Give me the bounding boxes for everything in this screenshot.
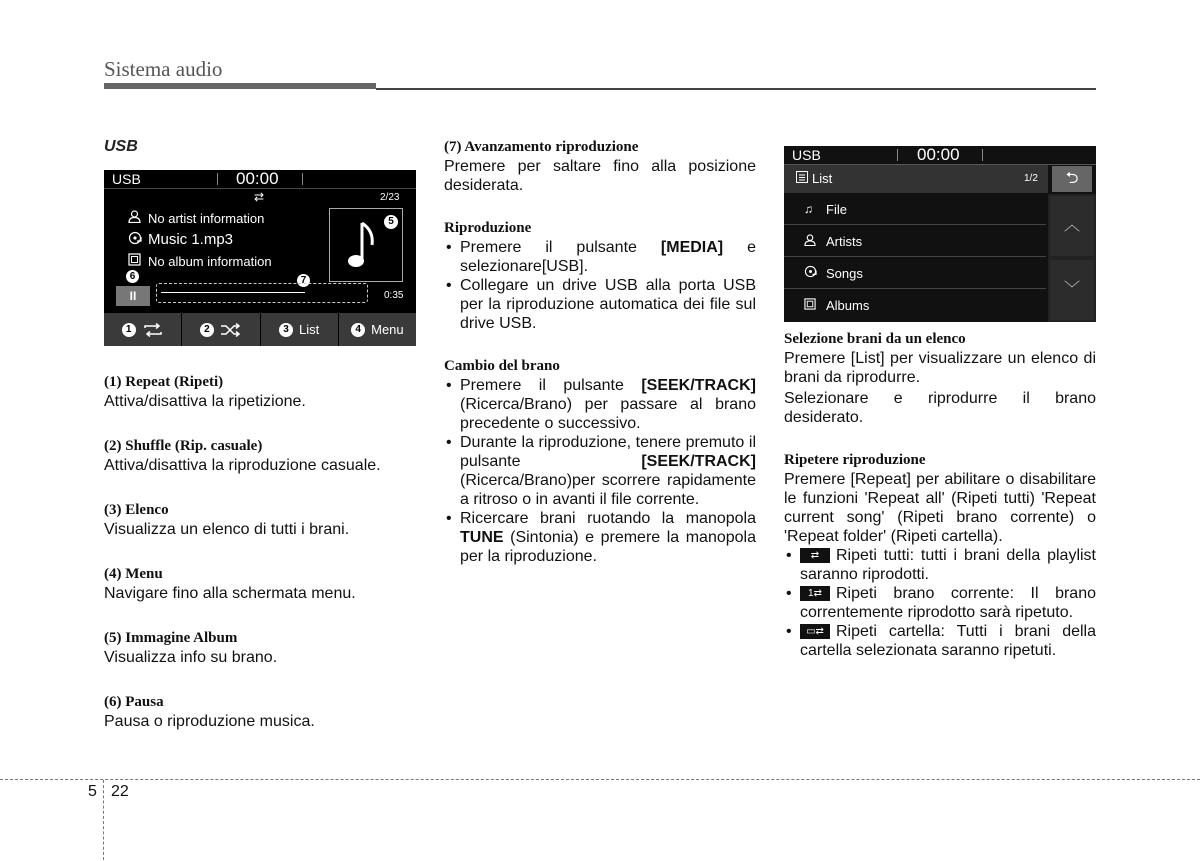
column-3 — [784, 138, 1096, 660]
shuffle-button[interactable] — [182, 313, 260, 346]
scroll-column — [1048, 194, 1096, 322]
artist-text: No artist information — [148, 210, 265, 226]
section-title: Selezione brani da un elenco — [784, 331, 966, 347]
list-title-text: List — [812, 171, 833, 186]
section-text: Premere [List] per visualizzare un elenco di brani da riprodurre. — [784, 350, 1096, 386]
bullet-list — [444, 376, 756, 566]
album-icon — [128, 253, 144, 269]
song-line — [128, 231, 233, 248]
list-item: • Premere il pulsante [MEDIA] e selezionare[USB]. — [444, 238, 756, 276]
section-text: Visualizza info su brano. — [104, 649, 278, 666]
usb-list-screen — [784, 146, 1096, 322]
header-rule-thick — [104, 83, 376, 89]
section-text: Attiva/disattiva la ripetizione. — [104, 393, 306, 410]
column-1 — [104, 138, 416, 731]
album-text: No album information — [148, 253, 272, 269]
album-icon — [804, 298, 820, 313]
song-text: Music 1.mp3 — [148, 231, 234, 248]
section-title: (5) Immagine Album — [104, 630, 238, 646]
list-item: • 1⇄ Ripeti brano corrente: Il brano correntemente riprodotto sarà ripetuto. — [784, 584, 1096, 622]
repeat-status-icon: ⇄ — [254, 190, 265, 204]
bullet-list — [784, 546, 1096, 660]
list-item-label: Albums — [826, 298, 870, 313]
divider — [982, 149, 983, 161]
section-title: (6) Pausa — [104, 694, 164, 710]
chevron-down-icon: ﹀ — [1063, 281, 1080, 298]
callout-4: 4 — [351, 323, 365, 337]
divider — [217, 173, 218, 185]
section-text: Navigare fino alla schermata menu. — [104, 585, 356, 602]
page-indicator: 1/2 — [1024, 173, 1038, 184]
section-text: Pausa o riproduzione musica. — [104, 713, 315, 730]
clock: 00:00 — [917, 145, 960, 164]
callout-6: 6 — [126, 270, 139, 283]
track-count: 2/23 — [380, 192, 400, 203]
back-button[interactable] — [1052, 166, 1092, 192]
section-title: Riproduzione — [444, 220, 532, 236]
section-title: (4) Menu — [104, 566, 163, 582]
section-text: Selezionare e riprodurre il brano desiderato. — [784, 390, 1096, 426]
clock: 00:00 — [236, 169, 279, 188]
divider — [897, 149, 898, 161]
song-icon — [128, 231, 144, 248]
section-title: (7) Avanzamento riproduzione — [444, 139, 639, 155]
song-icon — [804, 265, 820, 281]
section-title: (1) Repeat (Ripeti) — [104, 374, 224, 390]
list-item-file[interactable] — [784, 194, 1046, 225]
callout-3: 3 — [279, 323, 293, 337]
progress-bar[interactable] — [156, 283, 368, 303]
person-icon — [128, 210, 144, 226]
artist-line — [128, 210, 264, 226]
back-icon: ⮌ — [1065, 170, 1079, 187]
repeat-button[interactable] — [104, 313, 182, 346]
chevron-up-icon: ︿ — [1063, 217, 1080, 234]
callout-7: 7 — [297, 274, 310, 287]
section-title: (3) Elenco — [104, 502, 169, 518]
menu-button-label: Menu — [371, 322, 404, 337]
footer-divider — [103, 780, 104, 860]
status-bar — [784, 146, 1096, 165]
usb-section-label: USB — [104, 138, 138, 155]
list-item: • ▭⇄ Ripeti cartella: Tutti i brani della cartella selezionata saranno ripetuti. — [784, 622, 1096, 660]
list-item-label: Songs — [826, 265, 863, 281]
list-item-albums[interactable] — [784, 290, 1046, 321]
repeat-icon — [142, 323, 164, 337]
menu-button[interactable] — [339, 313, 416, 346]
list-button-label: List — [299, 322, 320, 337]
elapsed-time: 0:35 — [384, 290, 404, 301]
scroll-down-button[interactable] — [1050, 260, 1094, 320]
album-art[interactable] — [329, 208, 403, 282]
list-item: • ⇄ Ripeti tutti: tutti i brani della playlist saranno riprodotti. — [784, 546, 1096, 584]
callout-1: 1 — [122, 323, 136, 337]
album-line — [128, 253, 272, 269]
source-label: USB — [112, 171, 141, 187]
shuffle-icon — [220, 323, 242, 337]
list-icon — [796, 171, 812, 186]
list-button[interactable] — [261, 313, 339, 346]
repeat-all-icon: ⇄ — [800, 548, 830, 563]
list-item-label: Artists — [826, 233, 863, 249]
divider — [302, 173, 303, 185]
section-text: Premere [Repeat] per abilitare o disabilitare le funzioni 'Repeat all' (Ripeti tutti) 'Repeat current song' (Ripeti brano corrente) o 'Repeat folder' (Ripeti cartella). — [784, 471, 1096, 545]
softkey-bar — [104, 313, 416, 346]
scroll-up-button[interactable] — [1050, 196, 1094, 256]
list-item: • Collegare un drive USB alla porta USB per la riproduzione automatica dei file sul drive USB. — [444, 276, 756, 333]
callout-5: 5 — [384, 215, 398, 229]
list-item: • Durante la riproduzione, tenere premuto il pulsante [SEEK/TRACK] (Ricerca/Brano)per scorrere rapidamente a ritroso o in avanti il file corrente. — [444, 433, 756, 509]
bullet-list — [444, 238, 756, 333]
footer-rule — [0, 779, 1200, 780]
list-item-artists[interactable] — [784, 226, 1046, 257]
header-rule-thin — [376, 88, 1096, 90]
section-text: Attiva/disattiva la riproduzione casuale. — [104, 457, 381, 474]
section-title: (2) Shuffle (Rip. casuale) — [104, 438, 263, 454]
repeat-one-icon: 1⇄ — [800, 586, 830, 601]
chapter-number: 5 — [88, 783, 97, 800]
list-header — [784, 165, 1048, 193]
list-title — [796, 171, 832, 186]
section-text: Visualizza un elenco di tutti i brani. — [104, 521, 350, 538]
status-bar — [104, 170, 416, 189]
music-note-icon: ♫ — [804, 202, 813, 216]
page-header-title: Sistema audio — [104, 57, 223, 81]
usb-player-screen — [104, 170, 416, 346]
column-2 — [444, 138, 756, 566]
list-item: • Premere il pulsante [SEEK/TRACK] (Ricerca/Brano) per passare al brano precedente o successivo. — [444, 376, 756, 433]
section-title: Ripetere riproduzione — [784, 452, 926, 468]
list-item: • Ricercare brani ruotando la manopola TUNE (Sintonia) e premere la manopola per la riproduzione. — [444, 509, 756, 566]
person-icon — [804, 234, 820, 249]
list-item-label: File — [826, 201, 847, 217]
section-title: Cambio del brano — [444, 358, 560, 374]
source-label: USB — [792, 147, 821, 163]
section-text: Premere per saltare fino alla posizione desiderata. — [444, 158, 756, 194]
repeat-folder-icon: ▭⇄ — [800, 624, 830, 639]
pause-button[interactable]: II — [116, 286, 150, 306]
progress-fill — [161, 292, 305, 293]
callout-2: 2 — [200, 323, 214, 337]
list-item-songs[interactable] — [784, 258, 1046, 289]
page-number: 22 — [111, 783, 129, 800]
